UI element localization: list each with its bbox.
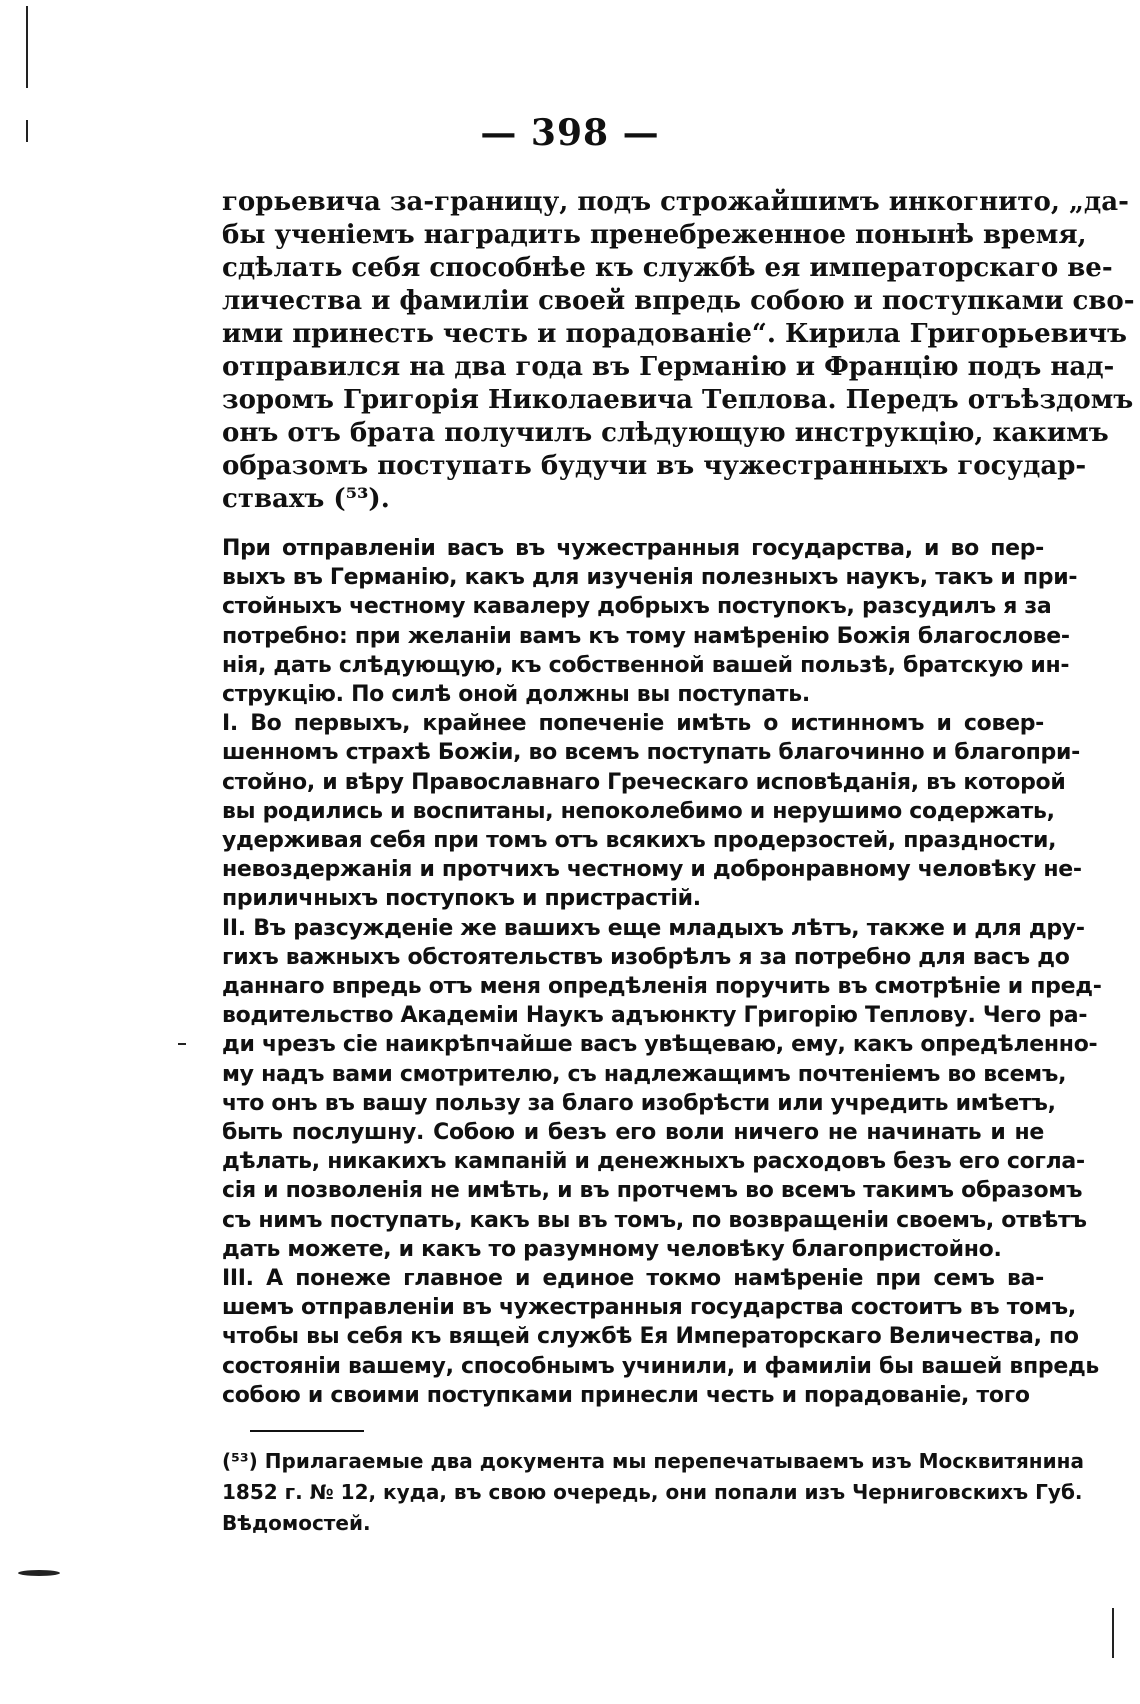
text-line: сдѣлать себя способнѣе къ службѣ ея императорскаго ве- bbox=[222, 253, 1113, 283]
text-line: отправился на два года въ Германію и Францію подъ над- bbox=[222, 352, 1115, 382]
instruction-text bbox=[222, 534, 1102, 1410]
instruction-line: дѣлать, никакихъ кампаній и денежныхъ расходовъ безъ его согла- bbox=[222, 1149, 1085, 1175]
instruction-line: ди чрезъ сіе наикрѣпчайше васъ увѣщеваю, ему, какъ опредѣленно- bbox=[222, 1032, 1098, 1058]
scan-edge-mark bbox=[26, 6, 28, 88]
instruction-line: что онъ въ вашу пользу за благо изобрѣсти или учредить имѣетъ, bbox=[222, 1090, 1056, 1116]
text-line: ствахъ (⁵³). bbox=[222, 484, 390, 514]
page-number: — 398 — bbox=[480, 112, 660, 154]
text-line: горьевича за-границу, подъ строжайшимъ инкогнито, „да- bbox=[222, 187, 1129, 217]
footnote-line: 1852 г. № 12, куда, въ свою очередь, они попали изъ Черниговскихъ Губ. bbox=[222, 1480, 1083, 1504]
footnote bbox=[222, 1446, 1084, 1539]
text-line: зоромъ Григорія Николаевича Теплова. Передъ отъѣздомъ bbox=[222, 385, 1134, 415]
instruction-line: стойныхъ честному кавалеру добрыхъ поступокъ, разсудилъ я за bbox=[222, 594, 1052, 620]
instruction-line: нія, дать слѣдующую, къ собственной вашей пользѣ, братскую ин- bbox=[222, 652, 1070, 678]
footnote-line: (⁵³) Прилагаемые два документа мы перепечатываемъ изъ Москвитянина bbox=[222, 1449, 1084, 1473]
text-line: ими принесть честь и порадованіе“. Кирила Григорьевичъ bbox=[222, 319, 1127, 349]
instruction-line: сія и позволенія не имѣть, и въ протчемъ во всемъ такимъ образомъ bbox=[222, 1178, 1083, 1204]
instruction-line: чтобы вы себя къ вящей службѣ Ея Императорскаго Величества, по bbox=[222, 1324, 1079, 1350]
instruction-line: стойно, и вѣру Православнаго Греческаго исповѣданія, въ которой bbox=[222, 769, 1066, 795]
instruction-line: съ нимъ поступать, какъ вы въ томъ, по возвращеніи своемъ, отвѣтъ bbox=[222, 1207, 1087, 1233]
instruction-line: даннаго впредь отъ меня опредѣленія поручить въ смотрѣніе и пред- bbox=[222, 974, 1102, 1000]
instruction-line: шенномъ страхѣ Божіи, во всемъ поступать благочинно и благопри- bbox=[222, 740, 1080, 766]
main-paragraph bbox=[222, 186, 1135, 516]
instruction-line: струкцію. По силѣ оной должны вы поступать. bbox=[222, 682, 810, 708]
instruction-line: При отправленіи васъ въ чужестранныя государства, и во пер- bbox=[222, 536, 1044, 561]
text-line: личества и фамиліи своей впредь собою и поступками сво- bbox=[222, 286, 1135, 316]
instruction-line: I. Во первыхъ, крайнее попеченіе имѣть о истинномъ и совер- bbox=[222, 711, 1044, 737]
instruction-line: удерживая себя при томъ отъ всякихъ продерзостей, праздности, bbox=[222, 828, 1057, 854]
instruction-line: выхъ въ Германію, какъ для изученія полезныхъ наукъ, такъ и при- bbox=[222, 565, 1078, 591]
instruction-line: быть послушну. Собою и безъ его воли ничего не начинать и не bbox=[222, 1120, 1044, 1146]
instruction-line: II. Въ разсужденіе же вашихъ еще младыхъ лѣтъ, также и для дру- bbox=[222, 915, 1085, 941]
instruction-line: водительство Академіи Наукъ адъюнкту Григорію Теплову. Чего ра- bbox=[222, 1003, 1088, 1029]
instruction-line: III. А понеже главное и единое токмо намѣреніе при семъ ва- bbox=[222, 1266, 1044, 1292]
footnote-line: Вѣдомостей. bbox=[222, 1511, 371, 1535]
instruction-line: собою и своими поступками принесли честь и порадованіе, того bbox=[222, 1382, 1030, 1408]
instruction-line: му надъ вами смотрителю, съ надлежащимъ почтеніемъ во всемъ, bbox=[222, 1061, 1067, 1087]
instruction-line: дать можете, и какъ то разумному человѣку благопристойно. bbox=[222, 1236, 1002, 1262]
instruction-line: шемъ отправленіи въ чужестранныя государства состоитъ въ томъ, bbox=[222, 1295, 1076, 1321]
instruction-line: вы родились и воспитаны, непоколебимо и нерушимо содержать, bbox=[222, 798, 1055, 824]
text-line: образомъ поступать будучи въ чужестранныхъ государ- bbox=[222, 451, 1087, 481]
text-line: онъ отъ брата получилъ слѣдующую инструкцію, какимъ bbox=[222, 418, 1109, 448]
text-line: бы ученіемъ наградить пренебреженное понынѣ время, bbox=[222, 220, 1087, 250]
instruction-line: невоздержанія и протчихъ честному и добронравному человѣку не- bbox=[222, 857, 1082, 883]
footnote-divider bbox=[250, 1430, 364, 1432]
instruction-line: потребно: при желаніи вамъ къ тому намѣренію Божія благослове- bbox=[222, 623, 1070, 649]
margin-dash-mark bbox=[178, 1043, 186, 1045]
scan-edge-mark bbox=[18, 1570, 60, 1576]
instruction-line: состояніи вашему, способнымъ учинили, и фамиліи бы вашей впредь bbox=[222, 1353, 1100, 1379]
scan-edge-mark bbox=[1112, 1608, 1114, 1658]
instruction-line: гихъ важныхъ обстоятельствъ изобрѣлъ я за потребно для васъ до bbox=[222, 944, 1070, 970]
instruction-line: приличныхъ поступокъ и пристрастій. bbox=[222, 886, 701, 912]
